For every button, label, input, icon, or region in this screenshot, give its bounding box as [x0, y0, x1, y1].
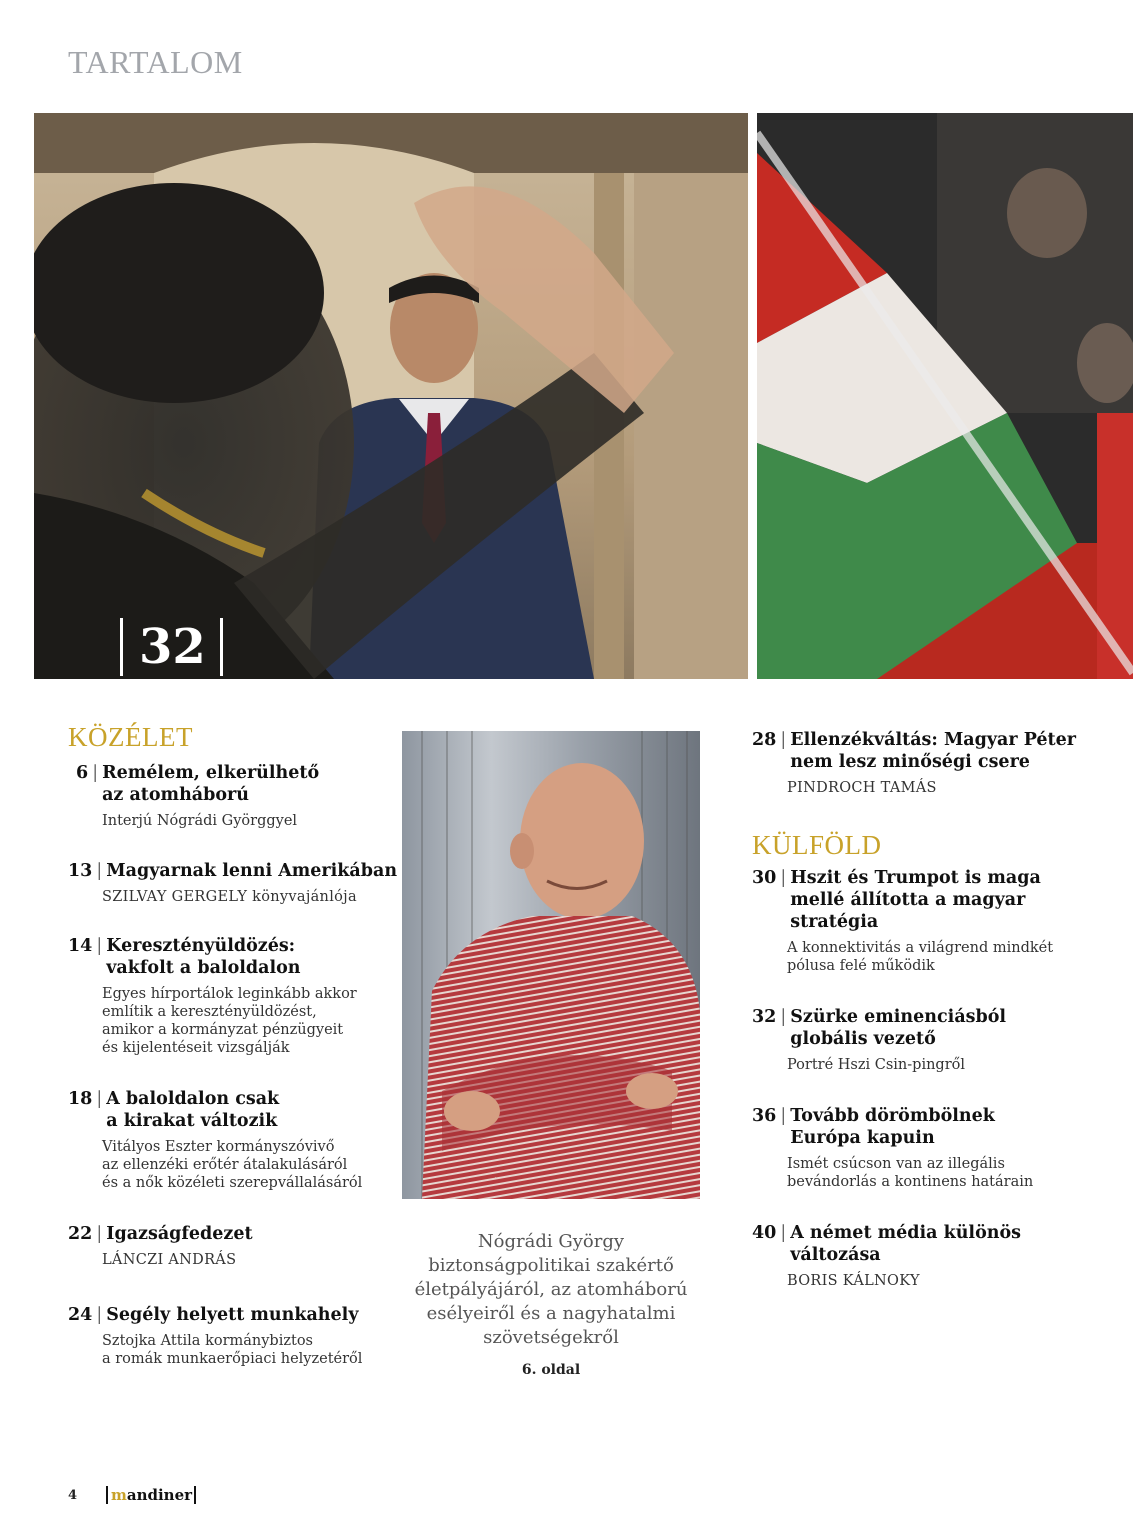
entry-subtitle: BORIS KÁLNOKY	[787, 1273, 920, 1289]
entry-subtitle: Vitályos Eszter kormányszóvivő az ellenzéki erőtér átalakulásáról és a nők közéleti szerepvállalásáról	[102, 1139, 363, 1191]
section-title-kulfold: KÜLFÖLD	[752, 830, 882, 860]
entry-page-number: 6	[76, 763, 89, 783]
divider	[194, 1486, 196, 1504]
toc-entry[interactable]: 18 | A baloldalon csak a kirakat változik Vitályos Eszter kormányszóvivő az ellenzéki erőtér átalakulásáról és a nők közéleti szerepvállalásáról	[68, 1089, 363, 1191]
toc-entry[interactable]: 13 | Magyarnak lenni Amerikában SZILVAY GERGELY könyvajánlója	[68, 861, 398, 905]
entry-page-number: 18	[68, 1089, 93, 1109]
toc-entry[interactable]: 36 | Tovább dörömbölnek Európa kapuin Ismét csúcson van az illegális bevándorlás a kontinens határain	[752, 1106, 1034, 1190]
entry-subtitle: LÁNCZI ANDRÁS	[102, 1252, 237, 1268]
footer-page-number: 4	[68, 1488, 78, 1503]
entry-subtitle: Sztojka Attila kormánybiztos a romák munkaerőpiaci helyzetéről	[102, 1333, 363, 1367]
toc-entry[interactable]: 28 | Ellenzékváltás: Magyar Péter nem lesz minőségi csere PINDROCH TAMÁS	[752, 730, 1076, 796]
toc-entry[interactable]: 24 | Segély helyett munkahely Sztojka Attila kormánybiztos a romák munkaerőpiaci helyzetéről	[68, 1305, 363, 1367]
entry-subtitle: Ismét csúcson van az illegális bevándorlás a kontinens határain	[787, 1156, 1034, 1190]
entry-title: Keresztényüldözés: vakfolt a baloldalon	[106, 936, 301, 978]
mandiner-logo	[106, 1485, 196, 1505]
entry-title: Remélem, elkerülhető az atomháború	[102, 763, 320, 805]
entry-title: Hszit és Trumpot is maga mellé állította a magyar stratégia	[790, 868, 1041, 932]
entry-title: Igazságfedezet	[106, 1224, 253, 1244]
toc-entry[interactable]: 32 | Szürke eminenciásból globális vezető Portré Hszi Csin-pingről	[752, 1007, 1007, 1073]
section-title-kozelet: KÖZÉLET	[68, 722, 193, 752]
entry-page-number: 13	[68, 861, 93, 881]
entry-page-number: 32	[752, 1007, 777, 1027]
hero-page-number: 32	[139, 619, 206, 675]
toc-entry[interactable]: 30 | Hszit és Trumpot is maga mellé állította a magyar stratégia A konnektivitás a világrend mindkét pólusa felé működik	[752, 868, 1054, 974]
divider	[220, 618, 223, 676]
entry-page-number: 14	[68, 936, 93, 956]
hero-photo-flag	[757, 113, 1133, 679]
logo-initial: m	[111, 1486, 127, 1504]
toc-entry[interactable]: 14 | Keresztényüldözés: vakfolt a baloldalon Egyes hírportálok leginkább akkor említik a keresztényüldözést, amikor a kormányzat pénzügyeit és kijelentéseit vizsgálják	[68, 936, 357, 1056]
divider	[106, 1486, 108, 1504]
entry-subtitle: A konnektivitás a világrend mindkét pólusa felé működik	[787, 940, 1054, 974]
toc-entry[interactable]: 6 | Remélem, elkerülhető az atomháború Interjú Nógrádi Györggyel	[76, 763, 320, 829]
toc-entry[interactable]: 40 | A német média különös változása BORIS KÁLNOKY	[752, 1223, 1022, 1289]
entry-subtitle: Portré Hszi Csin-pingről	[787, 1057, 966, 1073]
entry-subtitle: Interjú Nógrádi Györggyel	[102, 813, 298, 829]
entry-subtitle: SZILVAY GERGELY könyvajánlója	[102, 889, 357, 905]
entry-title: Tovább dörömbölnek Európa kapuin	[790, 1106, 995, 1148]
toc-entry[interactable]: 22 | Igazságfedezet LÁNCZI ANDRÁS	[68, 1224, 253, 1268]
entry-title: Segély helyett munkahely	[106, 1305, 359, 1325]
entry-title: Szürke eminenciásból globális vezető	[790, 1007, 1007, 1049]
page-title: TARTALOM	[68, 44, 243, 80]
entry-subtitle: PINDROCH TAMÁS	[787, 780, 937, 796]
entry-title: A baloldalon csak a kirakat változik	[106, 1089, 280, 1131]
portrait-caption: Nógrádi György biztonságpolitikai szakértő életpályájáról, az atomháború esélyeiről és a nagyhatalmi szövetségekről	[414, 1231, 688, 1348]
entry-title: Ellenzékváltás: Magyar Péter nem lesz minőségi csere	[790, 730, 1076, 772]
logo-text: andiner	[126, 1486, 193, 1504]
portrait-photo	[402, 731, 700, 1199]
entry-page-number: 22	[68, 1224, 93, 1244]
entry-subtitle: Egyes hírportálok leginkább akkor említik a keresztényüldözést, amikor a kormányzat pénzügyeit és kijelentéseit vizsgálják	[102, 986, 357, 1056]
entry-page-number: 28	[752, 730, 777, 750]
entry-title: A német média különös változása	[790, 1223, 1022, 1265]
entry-page-number: 40	[752, 1223, 777, 1243]
hero-photo-salute	[34, 113, 748, 679]
caption-page-ref[interactable]: 6. oldal	[521, 1362, 581, 1378]
entry-title: Magyarnak lenni Amerikában	[106, 861, 398, 881]
entry-page-number: 36	[752, 1106, 777, 1126]
entry-page-number: 24	[68, 1305, 93, 1325]
entry-page-number: 30	[752, 868, 777, 888]
hero-page-ref[interactable]	[120, 617, 223, 677]
